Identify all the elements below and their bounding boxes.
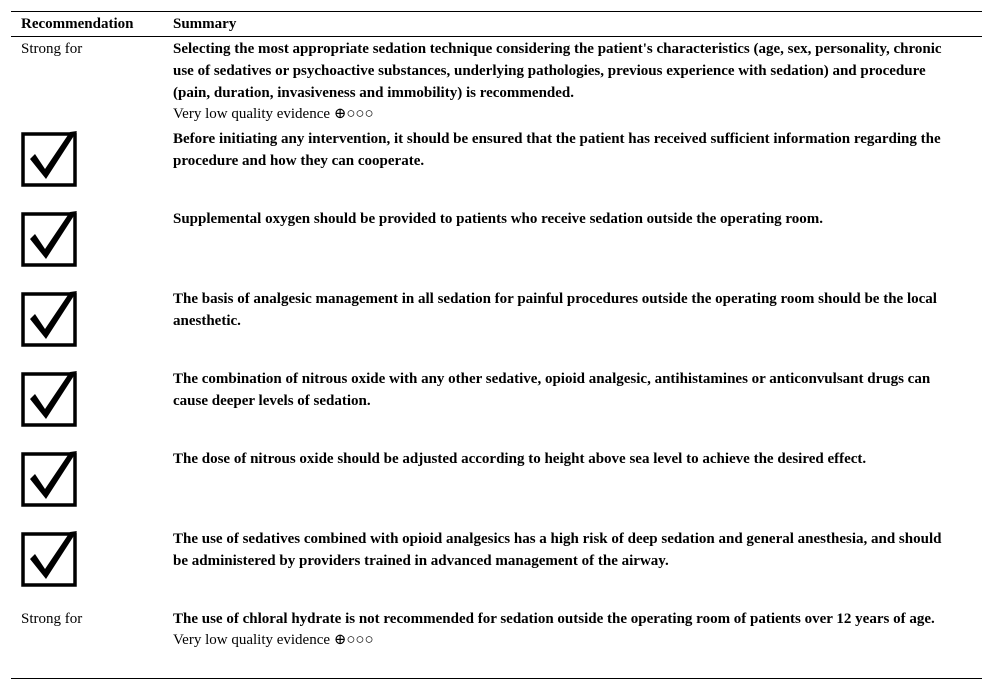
evidence-quality: Very low quality evidence ⊕○○○ (173, 632, 374, 648)
summary-text: The dose of nitrous oxide should be adjusted according to height above sea level to achieve the desired effect. (173, 451, 867, 467)
recommendation-strength: Strong for (21, 611, 83, 627)
table-header (11, 12, 982, 37)
recommendations-table (11, 11, 982, 679)
summary-text: The basis of analgesic management in all sedation for painful procedures outside the operating room should be the local anesthetic. (173, 291, 937, 329)
table-row (11, 367, 982, 447)
summary-text: The use of chloral hydrate is not recommended for sedation outside the operating room of patients over 12 years of age. (173, 611, 935, 627)
summary-text: Supplemental oxygen should be provided to patients who receive sedation outside the operating room. (173, 211, 824, 227)
table-row (11, 207, 982, 287)
checkbox-checked-icon (21, 369, 79, 427)
summary-text: The combination of nitrous oxide with any other sedative, opioid analgesic, antihistamines or anticonvulsant drugs can cause deeper levels of sedation. (173, 371, 931, 409)
header-recommendation: Recommendation (21, 16, 134, 32)
table-row (11, 607, 982, 678)
table-row (11, 527, 982, 607)
checkbox-checked-icon (21, 209, 79, 267)
header-summary: Summary (173, 16, 237, 32)
evidence-quality: Very low quality evidence ⊕○○○ (173, 106, 374, 122)
summary-text: Selecting the most appropriate sedation technique considering the patient's characteristics (age, sex, personality, chronic use of sedatives or psychoactive substances, underlying pathologies, previous experience with sedation) and procedure (pain, duration, invasiveness and immobility) is recommended. (173, 41, 942, 101)
summary-text: The use of sedatives combined with opioid analgesics has a high risk of deep sedation and general anesthesia, and should be administered by providers trained in advanced management of the airway. (173, 531, 942, 569)
table-row (11, 287, 982, 367)
table-row (11, 127, 982, 207)
checkbox-checked-icon (21, 129, 79, 187)
checkbox-checked-icon (21, 449, 79, 507)
checkbox-checked-icon (21, 529, 79, 587)
checkbox-checked-icon (21, 289, 79, 347)
table-row (11, 447, 982, 527)
recommendation-strength: Strong for (21, 41, 83, 57)
summary-text: Before initiating any intervention, it should be ensured that the patient has received sufficient information regarding the procedure and how they can cooperate. (173, 131, 941, 169)
table-row (11, 37, 982, 127)
